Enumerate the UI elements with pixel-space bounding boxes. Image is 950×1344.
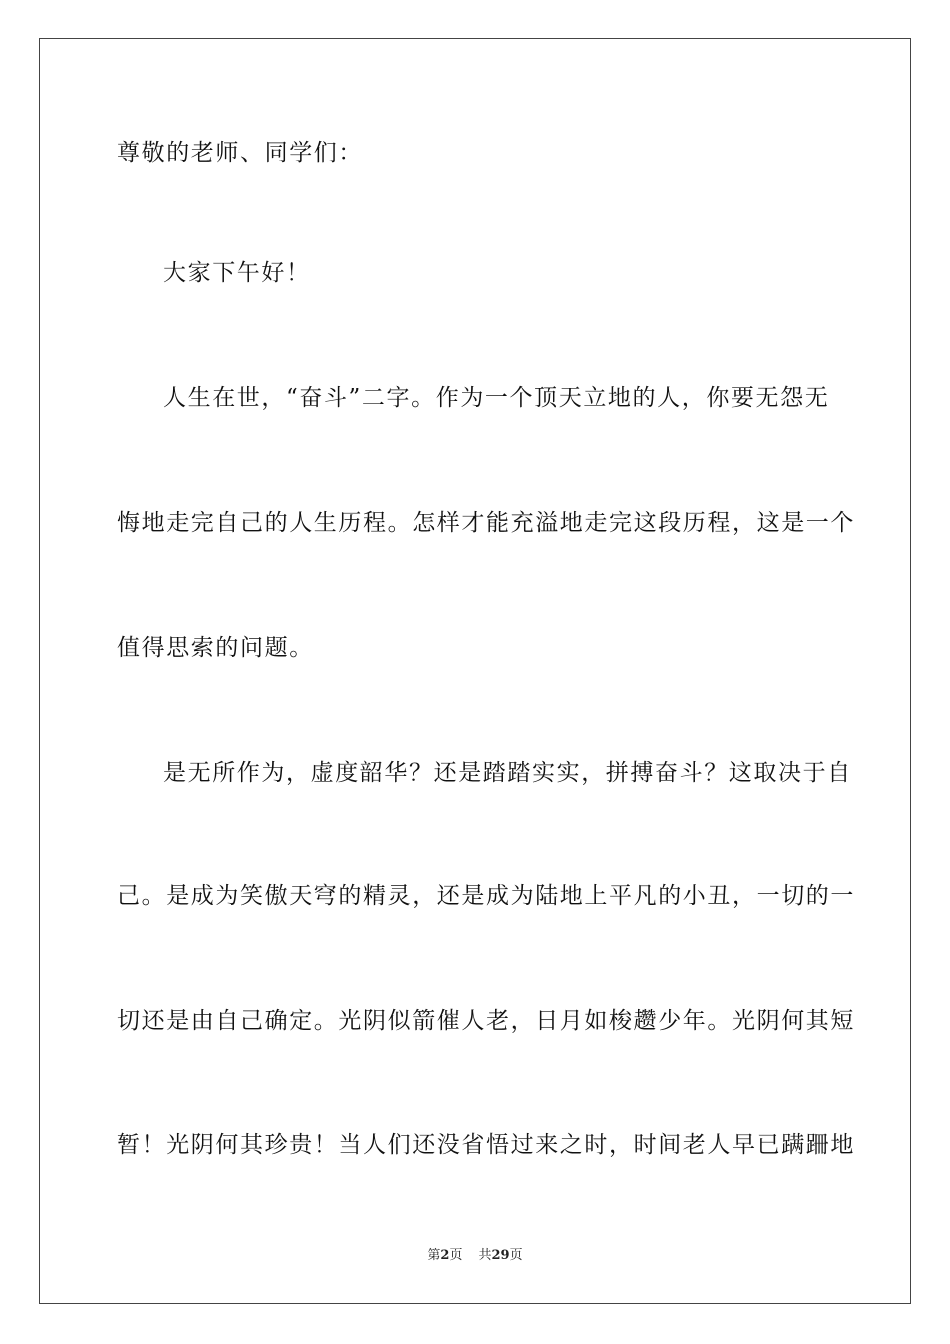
greeting-line: 大家下午好！ — [163, 260, 311, 286]
total-pages: 29 — [491, 1248, 510, 1263]
salutation-line: 尊敬的老师、同学们： — [117, 140, 363, 166]
page-footer — [0, 1247, 950, 1265]
body-line-6: 切还是由自己确定。光阴似箭催人老，日月如梭趱少年。光阴何其短 — [117, 1008, 855, 1034]
total-suffix: 页 — [509, 1248, 523, 1263]
body-line-3: 值得思索的问题。 — [117, 635, 314, 661]
body-line-1: 人生在世，“奋斗”二字。作为一个顶天立地的人，你要无怨无 — [163, 385, 830, 411]
body-line-7: 暂！光阴何其珍贵！当人们还没省悟过来之时，时间老人早已蹒跚地 — [117, 1132, 855, 1158]
page-suffix: 页 — [449, 1248, 463, 1263]
body-line-4: 是无所作为，虚度韶华？还是踏踏实实，拼搏奋斗？这取决于自 — [163, 760, 852, 786]
page-border — [39, 38, 911, 1304]
body-line-2: 悔地走完自己的人生历程。怎样才能充溢地走完这段历程，这是一个 — [117, 510, 855, 536]
page-number: 2 — [440, 1248, 450, 1263]
body-line-5: 己。是成为笑傲天穹的精灵，还是成为陆地上平凡的小丑，一切的一 — [117, 883, 855, 909]
total-prefix: 共 — [478, 1248, 492, 1263]
page-prefix: 第 — [427, 1248, 441, 1263]
